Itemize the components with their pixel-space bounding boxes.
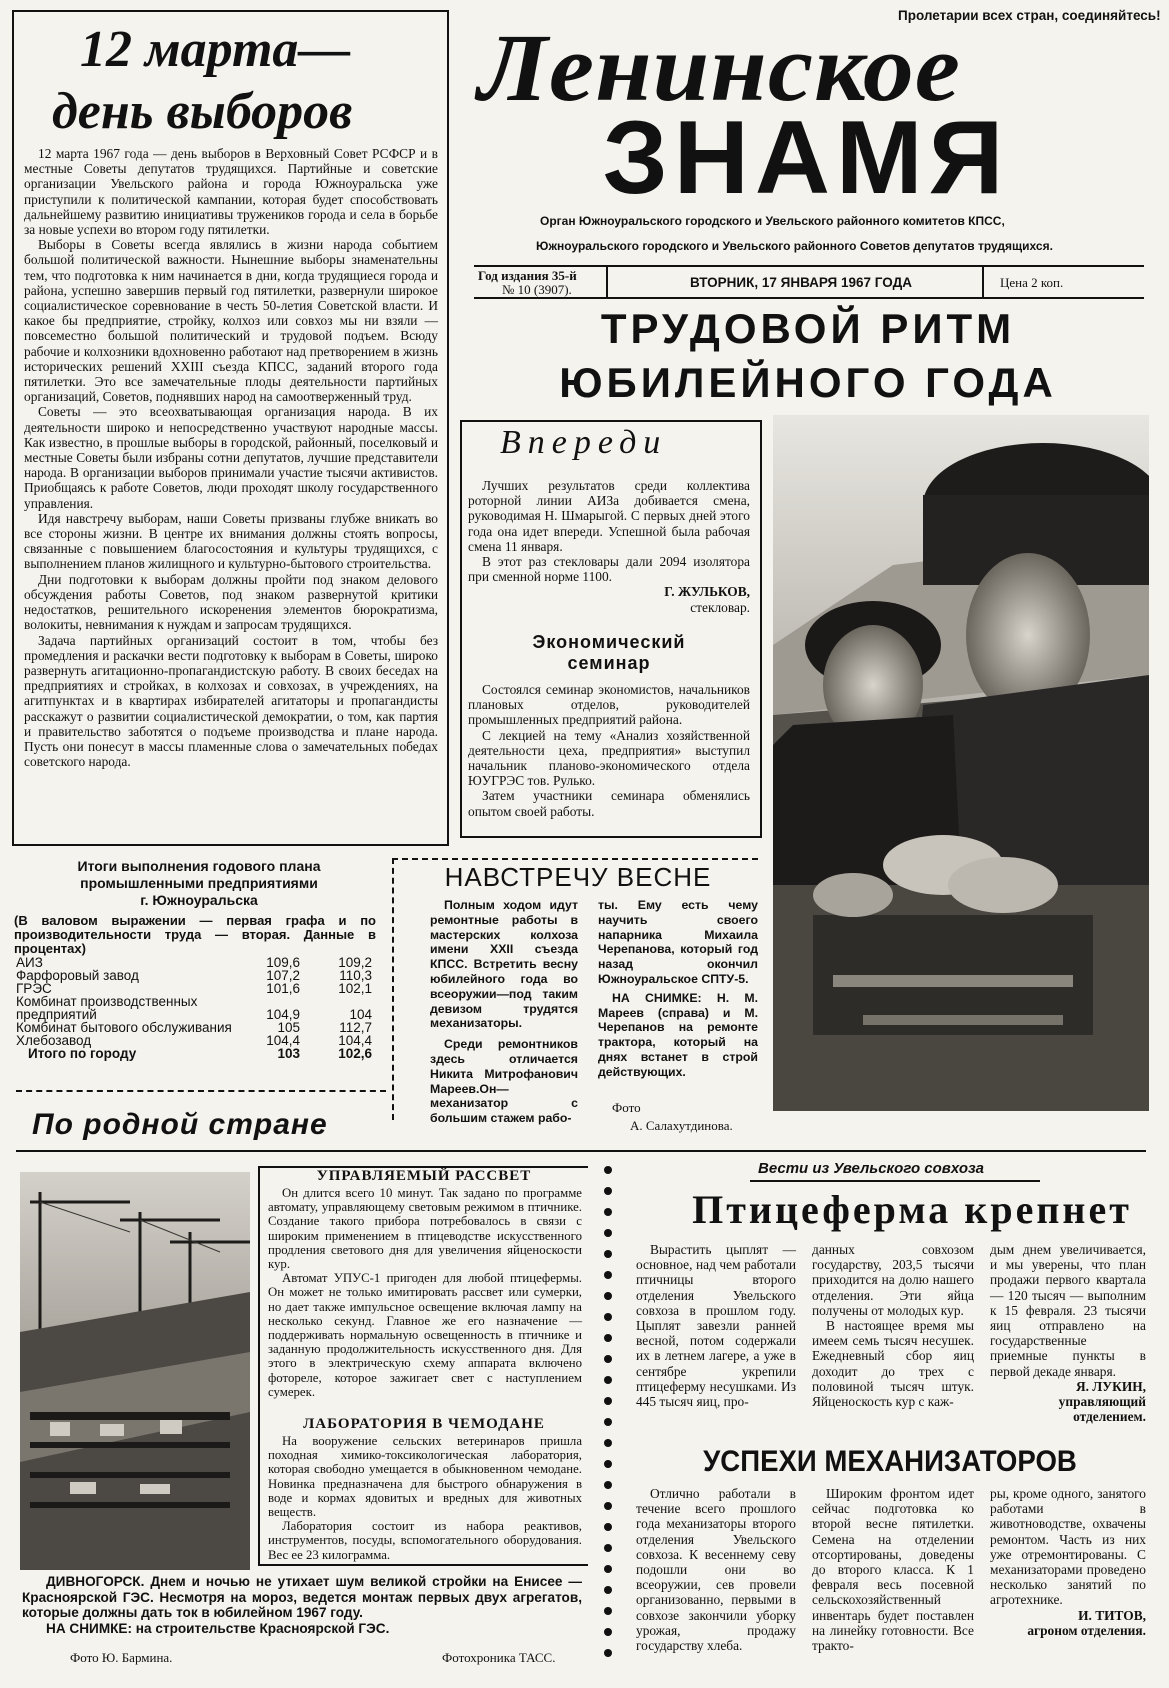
dawn-paragraph: Он длится всего 10 минут. Так задано по программе автомату, управляющему световым режимом в птичнике. Создание такого прибора потребовалось в связи с широким применением в птицеводстве искусственного продления светового дня для увеличения яйценоскости кур. [268,1186,582,1272]
mechanics-photo [773,415,1149,1111]
native-title: По родной стране [32,1108,328,1141]
lab-paragraph: На вооружение сельских ветеринаров пришла походная химико-токсикологическая лаборатория, которая свободно умещается в обыкновенном чемодане. Новинка предназначена для быстрого обнаружения в воде и кормах ядовитых и вредных для животных веществ. [268,1434,582,1520]
newspaper-title-line1: Ленинское [478,14,962,121]
issue-bar-top-rule [474,265,1144,267]
poultry-signature: Я. ЛУКИН, [1075,1378,1146,1394]
ahead-signature-role: стекловар. [690,599,750,615]
issue-date: ВТОРНИК, 17 ЯНВАРЯ 1967 ГОДА [690,275,912,290]
plan-cell-b: 102,1 [338,981,372,996]
plan-cell-a: 104,4 [266,1033,300,1048]
organ-line2: Южноуральского городского и Увельского районного Советов депутатов трудящихся. [536,239,1053,253]
native-caption [22,1574,582,1636]
issue-bar-divider1 [606,265,608,299]
seminar-paragraph: Состоялся семинар экономистов, начальников плановых отделов, руководителей промышленных предприятий района. [468,682,750,728]
spring-paragraph: НА СНИМКЕ: Н. М. Мареев (справа) и М. Черепанов на ремонте трактора, который на днях встанет в строй действующих. [598,990,758,1079]
poultry-kicker-underline [750,1180,1040,1182]
plan-cell-b: 104 [349,1007,372,1022]
price: Цена 2 коп. [1000,275,1064,290]
native-caption-text: ДИВНОГОРСК. Днем и ночью не утихает шум великой стройки на Енисее — Красноярской ГЭС. Несмотря на мороз, ведется монтаж первых двух агрегатов, которые должны дать ток в юбилейном 1967 году. [22,1574,582,1621]
table-row [14,969,374,982]
plan-cell-name: Комбинат производственных предприятий [16,994,198,1022]
plan-title-line2: промышленными предприятиями [80,875,318,891]
election-paragraph: 12 марта 1967 года — день выборов в Верховный Совет РСФСР и в местные Советы депутатов трудящихся. Партийные и советские организации Увельского района и города Южноуральска уже приступили к политической кампании, которая будет способствовать дальнейшему развитию инициативы тружеников города и села в борьбе за новые успехи во втором году пятилетки. [24,146,438,238]
poultry-paragraph: В настоящее время мы имеем семь тысяч несушек. Ежедневный сбор яиц доходит до трех с половиной тысяч штук. Яйценоскость кур с каж- [812,1318,974,1410]
dawn-paragraph: Автомат УПУС-1 пригоден для любой птицефермы. Он может не только имитировать рассвет или сумерки, но дает также импульсное освещение включая лампу на несколько секунд. Главное же его назначение — поддерживать нормальную освещенность в птичнике и заданную продолжительность искусственного дня. Для этого в электрическую схему аппарата включено фотореле, которое зажигает свет с наступлением сумерек. [268,1271,582,1399]
spring-title: НАВСТРЕЧУ ВЕСНЕ [444,862,712,892]
mech-paragraph: ры, кроме одного, занятого работами в животноводстве, охвачены ремонтом. Часть из них уже отремонтированы. С механизаторами проведено несколько занятий по агротехнике. [990,1486,1146,1608]
plan-cell-a: 101,6 [266,981,300,996]
spring-frame-top [392,858,758,860]
spring-column-1 [430,898,578,1126]
organ-line1: Орган Южноуральского городского и Увельского районного комитетов КПСС, [540,214,1005,228]
poultry-signature-role: управляющий отделением. [1058,1394,1146,1425]
spring-photo-label: Фото [612,1100,641,1115]
issue-number: № 10 (3907). [502,282,572,297]
seminar-title-line1: Экономический [532,632,686,652]
election-article-body [24,146,438,769]
plan-cell-a: 105 [277,1020,300,1035]
election-paragraph: Выборы в Советы всегда являлись в жизни народа событием большой политической важности. Нынешние выборы знаменательны тем, что подготовка к ним начинается в дни, когда трудящиеся города и района, успешно завершив первый год пятилетки, развернули широкое социалистическое соревнование в честь 50-летия Советской власти. И какое бы предприятие, стройку, колхоз или совхоз мы ни взяли — повсеместно большой политический и трудовой подъем. Всюду рабочие и колхозники вдохновенно работают над претворением в жизнь исторических решений XXIII съезда КПСС, заданий второго года пятилетки. Это все замечательные плоды деятельности партийных организаций, Советов, поднявших народ на самоотверженный труд. [24,237,438,405]
poultry-column-2 [812,1242,974,1409]
spring-photo-author: А. Салахутдинова. [630,1118,733,1133]
spring-frame-left [392,858,394,1120]
mech-paragraph: Отлично работали в течение всего прошлого года механизаторы второго отделения Увельского совхоза. К весеннему севу подошли они во всеоружии, сев провели организованно, первыми в совхозе закончили уборку урожая, продажу государству хлеба. [636,1486,796,1654]
mech-column-1 [636,1486,796,1653]
dawn-body [268,1186,582,1399]
newspaper-title-line2: ЗНАМЯ [602,100,1010,216]
plan-title-line1: Итоги выполнения годового плана [77,858,321,874]
rhythm-headline-line2: ЮБИЛЕЙНОГО ГОДА [559,359,1057,406]
plan-cell-b: 109,2 [338,955,372,970]
seminar-paragraph: С лекцией на тему «Анализ хозяйственной деятельности цеха, предприятия» выступил начальник планово-экономического отдела ЮУГРЭС тов. Рулько. [468,727,750,789]
plan-cell-name: Комбинат бытового обслуживания [16,1020,232,1035]
mech-signature: И. ТИТОВ, [1078,1607,1146,1623]
plan-cell-b: 112,7 [339,1020,372,1035]
plan-cell-a: 107,2 [266,968,300,983]
table-row-total [14,1047,374,1060]
mech-title: УСПЕХИ МЕХАНИЗАТОРОВ [703,1445,1077,1478]
mech-signature-role: агроном отделения. [1027,1622,1146,1638]
dawn-frame-left [258,1166,260,1566]
election-paragraph: Идя навстречу выборам, наши Советы призваны глубже вникать во все стороны жизни. В центре их внимания должны стоять вопросы, связанные с повышением благосостояния и культуры трудящихся, с выполнением планов жилищного и культурно-бытового строительства. [24,510,438,572]
election-paragraph: Задача партийных организаций состоит в том, чтобы без промедления и раскачки вести подготовку к выборам в Советы, широко развернуть агитационно-пропагандистскую работу. В своих беседах на предприятиях и стройках, в колхозах и совхозах, в учреждениях, на агитпунктах и в квартирах избирателей агитаторы и пропагандисты расскажут о развитии социалистической демократии, о том, как партия и правительство заботятся о подъеме производства и плане народа. Пусть они понесут в массы пламенные слова о замечательных победах советского народа. [24,632,438,770]
hydro-plant-photo-image [20,1172,250,1570]
plan-cell-name: АИЗ [16,955,43,970]
plan-cell-a: 109,6 [266,955,300,970]
hydro-plant-photo [20,1172,250,1570]
ahead-paragraph: В этот раз стекловары дали 2094 изолятора при сменной норме 1100. [468,554,750,585]
poultry-column-3 [990,1242,1146,1424]
issue-bar-divider2 [982,265,984,299]
spring-paragraph: Среди ремонтников здесь отличается Никита Митрофанович Мареев.Он—механизатор с большим стажем рабо- [430,1037,578,1126]
seminar-title-line2: семинар [567,653,651,673]
ahead-signature: Г. ЖУЛЬКОВ, [664,584,750,600]
lab-paragraph: Лаборатория состоит из набора реактивов, инструментов, посуды, вспомогательного оборудования. Вес ее 23 килограмма. [268,1519,582,1562]
plan-note: (В валовом выражении — первая графа и по производительности труда — вторая. Данные в процентах) [14,913,376,956]
poultry-paragraph: данных совхозом государству, 203,5 тысячи приходится на долю нашего отделения. Эти яйца получены от молодых кур. [812,1242,974,1318]
ahead-paragraph: Лучших результатов среди коллектива роторной линии АИЗа добивается смена, руководимая Н. Шмарыгой. С первых дней этого года она идет впереди. Успешной была рабочая смена 11 января. [468,478,750,554]
table-row [14,995,374,1021]
poultry-kicker: Вести из Увельского совхоза [758,1160,984,1177]
plan-cell-a: 104,9 [266,1007,300,1022]
spring-paragraph: Полным ходом идут ремонтные работы в мастерских колхоза имени XXII съезда КПСС. Встретить весну юбилейного года во всеоружии—под таким девизом трудятся механизаторы. [430,898,578,1031]
election-paragraph: Дни подготовки к выборам должны пройти под знаком делового обсуждения работы Советов, под знаком развернутой критики недостатков, решительного искоренения элементов бюрократизма, волокиты, невнимания к нуждам и запросам трудящихся. [24,571,438,633]
spring-paragraph: ты. Ему есть чему научить своего напарника Михаила Черепанова, который год назад окончил Южноуральское СПТУ-5. [598,898,758,986]
plan-table [14,956,374,1060]
poultry-paragraph: дым днем увеличивается, и мы уверены, что план продажи первого квартала — 120 тысяч — выполним к 15 февраля. 23 тысячи яиц отправлено на государственные приемные пункты в первой декаде января. [990,1242,1146,1379]
poultry-paragraph: Вырастить цыплят — основное, над чем работали птичницы второго отделения Увельского совхоза в прошлом году. Цыплят завезли ранней весной, потом содержали их в летнем лагере, а уже в сентябре укрепили птицеферму несушками. Из 445 тысяч яиц, про- [636,1242,796,1410]
native-separator [16,1090,386,1092]
year-of-publication: Год издания 35-й [478,268,577,283]
plan-cell-b: 102,6 [338,1046,372,1061]
poultry-column-1 [636,1242,796,1409]
seminar-body [468,682,750,819]
lab-title: ЛАБОРАТОРИЯ В ЧЕМОДАНЕ [303,1416,545,1432]
plan-cell-name: Хлебозавод [16,1033,92,1048]
bullet-separator [604,1166,612,1670]
plan-cell-name: Итого по городу [28,1046,137,1061]
election-paragraph: Советы — это всеохватывающая организация народа. В их деятельности широко и непосредственно участвуют народные массы. Как известно, в прошлые выборы в городской, районный, поселковый и местные Советы были избраны сотни депутатов, лучшие представители народа. В организации выборов принимали участие тысячи активистов. Приобщаясь к работе Советов, люди проходят школу государственного управления. [24,404,438,511]
plan-cell-a: 103 [277,1046,300,1061]
ahead-body [468,478,750,615]
ahead-title: Впереди [500,424,668,461]
dawn-title: УПРАВЛЯЕМЫЙ РАССВЕТ [316,1168,532,1184]
mechanics-photo-image [773,415,1149,1111]
plan-cell-b: 104,4 [338,1033,372,1048]
seminar-paragraph: Затем участники семинара обменялись опытом своей работы. [468,788,750,819]
plan-cell-name: ГРЭС [16,981,52,996]
election-title-line2: день выборов [52,83,353,140]
native-agency: Фотохроника ТАСС. [442,1650,556,1665]
plan-cell-name: Фарфоровый завод [16,968,139,983]
lab-body [268,1434,582,1562]
slogan: Пролетарии всех стран, соединяйтесь! [898,8,1161,23]
native-caption-onphoto: НА СНИМКЕ: на строительстве Красноярской ГЭС. [46,1620,390,1636]
plan-cell-b: 110,3 [339,968,372,983]
mech-column-2 [812,1486,974,1653]
mech-column-3 [990,1486,1146,1638]
plan-title-line3: г. Южноуральска [140,892,258,908]
issue-bar-bottom-rule [474,297,1144,299]
mech-paragraph: Широким фронтом идет сейчас подготовка ко второй весне пятилетки. Семена на отделении отсортированы, доведены до второго класса. К 1 февраля весь посевной сельскохозяйственный инвентарь будет поставлен на линейку готовности. Все тракто- [812,1486,974,1654]
spring-column-2 [598,898,758,1080]
dawn-frame-bottom [258,1564,588,1566]
election-title-line1: 12 марта— [80,21,351,78]
native-title-rule [16,1150,1146,1152]
poultry-title: Птицеферма крепнет [692,1187,1132,1232]
native-photo-by: Фото Ю. Бармина. [70,1650,173,1665]
rhythm-headline-line1: ТРУДОВОЙ РИТМ [600,305,1016,352]
